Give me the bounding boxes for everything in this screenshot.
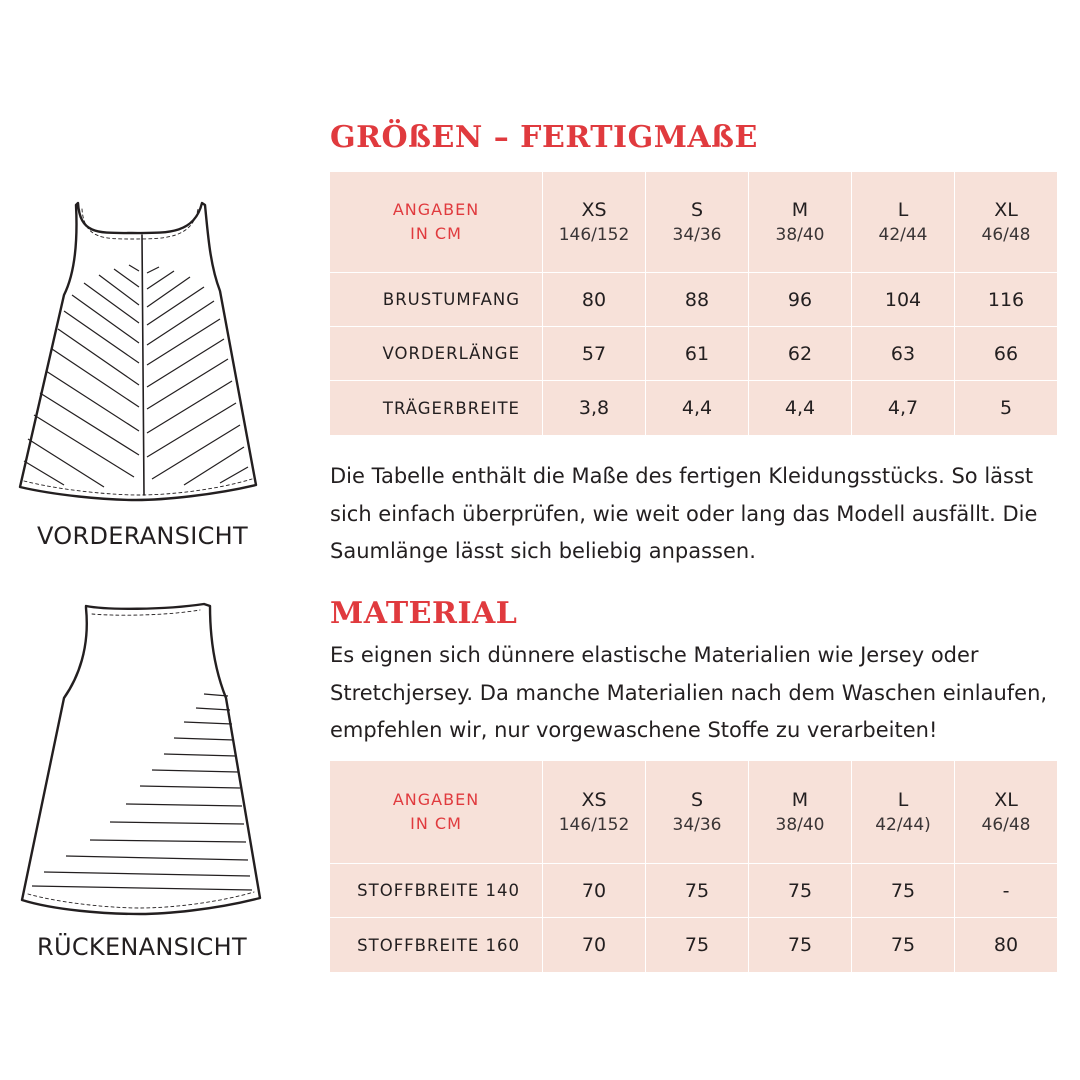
size-numbers: 146/152 (558, 815, 630, 835)
table-row (330, 327, 1058, 381)
table-cell: 4,4 (749, 381, 852, 436)
table-header-row (330, 761, 1058, 864)
table-cell: 61 (646, 327, 749, 381)
table-cell: 70 (543, 918, 646, 973)
size-column-header (543, 172, 646, 273)
table-row (330, 273, 1058, 327)
table-cell: 116 (955, 273, 1058, 327)
size-numbers: 42/44) (875, 815, 931, 835)
size-numbers: 38/40 (775, 815, 825, 835)
size-numbers: 38/40 (775, 225, 825, 245)
back-view-illustration (14, 598, 264, 928)
back-view-label: RÜCKENANSICHT (37, 933, 247, 961)
table-cell: 3,8 (543, 381, 646, 436)
size-name: L (897, 199, 909, 221)
table-cell: 57 (543, 327, 646, 381)
table-cell: - (955, 864, 1058, 918)
sizes-description: Die Tabelle enthält die Maße des fertigen Kleidungsstücks. So lässt sich einfach überprüfen, wie weit oder lang das Modell ausfällt. Die Saumlänge lässt sich beliebig anpassen. (330, 464, 1038, 563)
table-cell: 75 (852, 918, 955, 973)
sizes-table (329, 171, 1058, 436)
row-label: STOFFBREITE 140 (330, 864, 543, 918)
size-numbers: 34/36 (672, 225, 722, 245)
size-numbers: 42/44 (878, 225, 928, 245)
back-dress-drawing (14, 598, 264, 928)
table-cell: 75 (646, 864, 749, 918)
size-column-header (852, 761, 955, 864)
material-table (329, 760, 1058, 973)
front-dress-drawing (14, 195, 264, 515)
size-column-header (955, 172, 1058, 273)
size-numbers: 146/152 (558, 225, 630, 245)
size-name: XS (581, 199, 607, 221)
size-numbers: 46/48 (981, 225, 1031, 245)
table-header-row (330, 172, 1058, 273)
header-label-line2: IN CM (410, 814, 462, 833)
table-row (330, 918, 1058, 973)
row-label: STOFFBREITE 160 (330, 918, 543, 973)
size-name: L (897, 789, 909, 811)
table-cell: 5 (955, 381, 1058, 436)
size-column-header (749, 172, 852, 273)
table-cell: 104 (852, 273, 955, 327)
row-label: TRÄGERBREITE (330, 381, 543, 436)
size-name: M (791, 789, 809, 811)
table-cell: 66 (955, 327, 1058, 381)
table-row (330, 864, 1058, 918)
size-column-header (852, 172, 955, 273)
table-cell: 75 (852, 864, 955, 918)
table-cell: 4,7 (852, 381, 955, 436)
front-view-illustration (14, 195, 264, 515)
header-label-line1: ANGABEN (392, 200, 480, 219)
size-column-header (646, 761, 749, 864)
size-name: XL (994, 789, 1018, 811)
size-column-header (543, 761, 646, 864)
header-label-cell (330, 172, 543, 273)
size-numbers: 34/36 (672, 815, 722, 835)
header-label-line2: IN CM (410, 224, 462, 243)
header-label-line1: ANGABEN (392, 790, 480, 809)
table-cell: 4,4 (646, 381, 749, 436)
table-cell: 70 (543, 864, 646, 918)
table-row (330, 381, 1058, 436)
material-description: Es eignen sich dünnere elastische Materialien wie Jersey oder Stretchjersey. Da manche Materialien nach dem Waschen einlaufen, empfehlen wir, nur vorgewaschene Stoffe zu verarbeiten! (330, 643, 1048, 742)
table-cell: 96 (749, 273, 852, 327)
front-view-label: VORDERANSICHT (37, 522, 248, 550)
size-name: M (791, 199, 809, 221)
size-column-header (646, 172, 749, 273)
table-cell: 80 (955, 918, 1058, 973)
size-name: XS (581, 789, 607, 811)
table-cell: 75 (749, 918, 852, 973)
header-label-cell (330, 761, 543, 864)
size-column-header (749, 761, 852, 864)
table-cell: 88 (646, 273, 749, 327)
table-cell: 75 (749, 864, 852, 918)
table-cell: 62 (749, 327, 852, 381)
row-label: VORDERLÄNGE (330, 327, 543, 381)
row-label: BRUSTUMFANG (330, 273, 543, 327)
size-column-header (955, 761, 1058, 864)
table-cell: 63 (852, 327, 955, 381)
sizes-heading: GRÖßEN – FERTIGMAßE (330, 120, 758, 155)
size-numbers: 46/48 (981, 815, 1031, 835)
size-name: S (690, 789, 704, 811)
material-heading: MATERIAL (330, 596, 518, 631)
table-cell: 80 (543, 273, 646, 327)
size-name: XL (994, 199, 1018, 221)
size-name: S (690, 199, 704, 221)
table-cell: 75 (646, 918, 749, 973)
